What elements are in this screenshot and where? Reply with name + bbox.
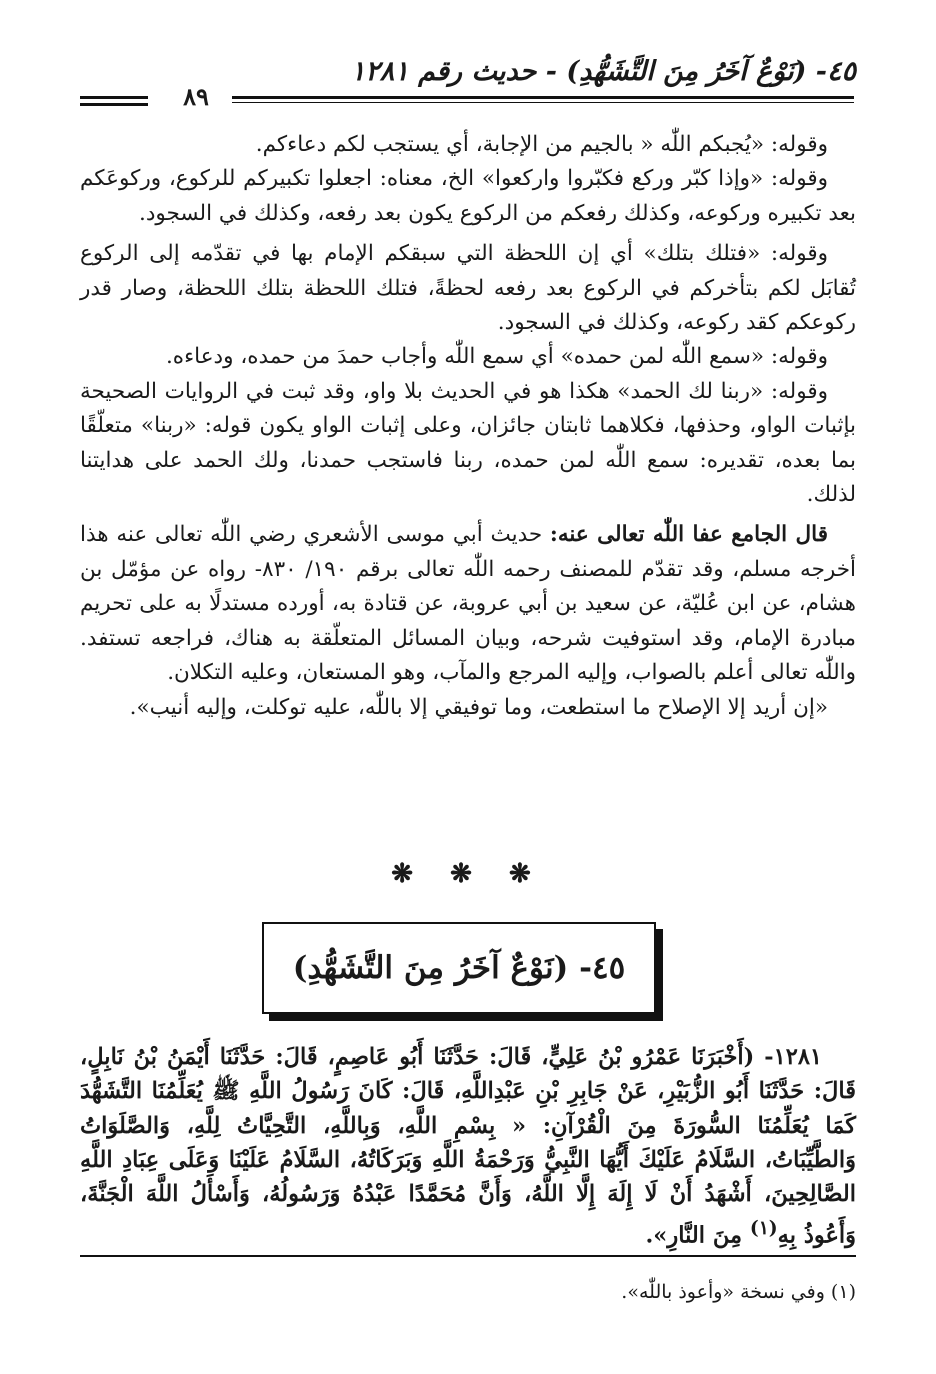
header-rule-short	[80, 96, 148, 106]
compiler-note	[80, 518, 856, 690]
hadith-ending: مِنَ النَّارِ».	[645, 1222, 750, 1249]
running-header-title: ٤٥- (نَوْعٌ آخَرُ مِنَ التَّشَهُّدِ) - حديث رقم ١٢٨١	[350, 56, 856, 87]
compiler-note-lead: قال الجامع عفا اللّٰه تعالى عنه:	[549, 522, 828, 548]
footnote-rule	[80, 1255, 856, 1257]
footnote-marker: (١)	[749, 1217, 778, 1240]
page-number: ٨٩	[183, 82, 209, 111]
closing-quote: «إن أريد إلا الإصلاح ما استطعت، وما توفيقي إلا باللّٰه، عليه توكلت، وإليه أنيب».	[129, 694, 828, 720]
commentary-paragraph: وقوله: «ربنا لك الحمد» هكذا هو في الحديث بلا واو، وقد ثبت في الروايات الصحيحة بإثبات الواو، وحذفها، فكلاهما ثابتان جائزان، وعلى إثبات الواو يكون قوله: «ربنا» متعلّقًا بما بعده، تقديره: سمع اللّٰه لمن حمده، ربنا فاستجب حمدنا، ولك الحمد على هدايتنا لذلك.	[80, 378, 856, 508]
commentary-paragraph: وقوله: «سمع اللّٰه لمن حمده» أي سمع اللّٰه وأجاب حمدَ من حمده، ودعاءه.	[165, 344, 828, 370]
chapter-title: ٤٥- (نَوْعٌ آخَرُ مِنَ التَّشَهُّدِ)	[292, 950, 626, 986]
hadith-text	[80, 1040, 856, 1253]
commentary-paragraph: وقوله: «يُجبكم اللّٰه « بالجيم من الإجابة، أي يستجب لكم دعاءكم.	[255, 132, 828, 157]
chapter-title-box	[262, 922, 656, 1014]
commentary-paragraph: وقوله: «فتلك بتلك» أي إن اللحظة التي سبقكم الإمام بها في تقدّمه إلى الركوع تُقابَل لكم بتأخركم في الركوع بعد رفعه لحظةً، فتلك اللحظة بتلك اللحظة، وصار قدر ركوعكم كقد ركوعه، وكذلك في السجود.	[80, 241, 856, 336]
commentary-paragraph: وقوله: «وإذا كبّر وركع فكبّروا واركعوا» الخ، معناه: اجعلوا تكبيركم للركوع، وركوعَكم بعد تكبيره وركوعه، وكذلك رفعكم من الركوع يكون بعد رفعه، وكذلك في السجود.	[80, 166, 856, 226]
section-separator: ❋ ❋ ❋	[391, 859, 545, 889]
footnote: (١) وفي نسخة «وأعوذ باللّٰه».	[621, 1281, 856, 1303]
header-rule	[232, 96, 854, 103]
hadith-section	[80, 1040, 856, 1253]
compiler-note-text: حديث أبي موسى الأشعري رضي اللّٰه تعالى عنه هذا أخرجه مسلم، وقد تقدّم للمصنف رحمه اللّٰه تعالى برقم ١٩٠/ ٨٣٠- رواه عن مؤمّل بن هشام، عن ابن عُليّة، عن سعيد بن أبي عروبة، عن قتادة به، أورده مستدلًا به على تحريم مبادرة الإمام، وقد استوفيت شرحه، وبيان المسائل المتعلّقة به هناك، فراجعه تستفد. واللّٰه تعالى أعلم بالصواب، وإليه المرجع والمآب، وهو المستعان، وعليه التكلان.	[80, 522, 857, 686]
hadith-body: ١٢٨١- (أَخْبَرَنَا عَمْرُو بْنُ عَلِيٍّ، قَالَ: حَدَّثَنَا أَبُو عَاصِمٍ، قَالَ: حَدَّثَنَا أَيْمَنُ بْنُ نَابِلٍ، قَالَ: حَدَّثَنَا أَبُو الزُّبَيْرِ، عَنْ جَابِرِ بْنِ عَبْدِاللَّهِ، قَالَ: كَانَ رَسُولُ اللَّهِ ﷺ يُعَلِّمُنَا التَّشَهُّدَ كَمَا يُعَلِّمُنَا السُّورَةَ مِنَ الْقُرْآنِ: « بِسْمِ اللَّهِ، وَبِاللَّهِ، التَّحِيَّاتُ لِلَّهِ، وَالصَّلَوَاتُ وَالطَّيِّبَاتُ، السَّلَامُ عَلَيْكَ أَيُّهَا النَّبِيُّ وَرَحْمَةُ اللَّهِ وَبَرَكَاتُهُ، السَّلَامُ عَلَيْنَا وَعَلَى عِبَادِ اللَّهِ الصَّالِحِينَ، أَشْهَدُ أَنْ لَا إِلَهَ إِلَّا اللَّهُ، وَأَنَّ مُحَمَّدًا عَبْدُهُ وَرَسُولُهُ، وَأَسْأَلُ اللَّهَ الْجَنَّةَ، وَأَعُوذُ بِهِ	[80, 1044, 856, 1249]
commentary-section	[80, 128, 856, 725]
